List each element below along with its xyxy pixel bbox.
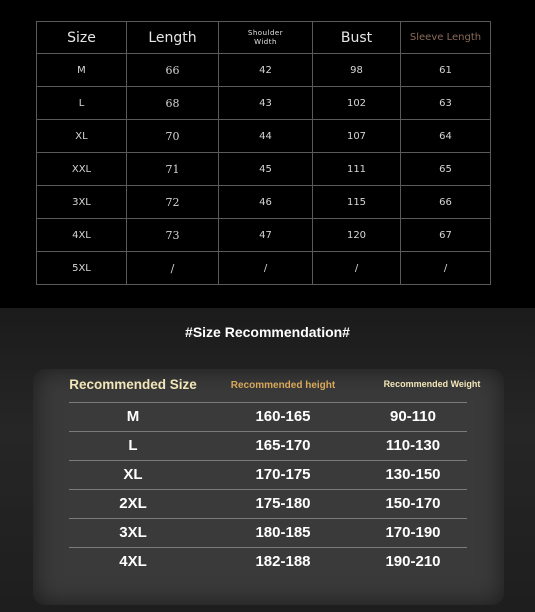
cell-length: 73 xyxy=(127,219,219,252)
table-row xyxy=(37,219,491,252)
cell-length: / xyxy=(127,252,219,285)
cell-shoulder: 44 xyxy=(219,120,313,153)
cell-sleeve: 61 xyxy=(401,54,491,87)
size-recommendation-section xyxy=(0,308,535,612)
cell-sleeve: 66 xyxy=(401,186,491,219)
cell-length: 66 xyxy=(127,54,219,87)
rec-weight: 190-210 xyxy=(385,553,441,570)
table-row xyxy=(69,518,467,548)
header-bust: Bust xyxy=(313,22,401,54)
table-row xyxy=(69,489,467,519)
table-row xyxy=(69,460,467,490)
rec-height: 170-175 xyxy=(255,466,311,483)
rec-height: 180-185 xyxy=(255,524,311,541)
cell-size: 5XL xyxy=(37,252,127,285)
header-recommended-size: Recommended Size xyxy=(69,377,197,392)
cell-length: 72 xyxy=(127,186,219,219)
cell-bust: 107 xyxy=(313,120,401,153)
cell-sleeve: 65 xyxy=(401,153,491,186)
cell-shoulder: 45 xyxy=(219,153,313,186)
cell-shoulder: 42 xyxy=(219,54,313,87)
table-row xyxy=(37,120,491,153)
rec-size: M xyxy=(126,408,140,425)
cell-bust: 111 xyxy=(313,153,401,186)
header-recommended-weight: Recommended Weight xyxy=(383,379,481,389)
cell-size: L xyxy=(37,87,127,120)
recommendation-panel xyxy=(33,369,504,605)
header-sleeve-length: Sleeve Length xyxy=(401,22,491,54)
rec-height: 165-170 xyxy=(255,437,311,454)
rec-size: XL xyxy=(123,466,143,483)
size-chart-header-row xyxy=(37,22,491,54)
recommendation-heading: #Size Recommendation# xyxy=(185,324,350,340)
cell-bust: 102 xyxy=(313,87,401,120)
cell-sleeve: 67 xyxy=(401,219,491,252)
table-row xyxy=(69,431,467,461)
cell-sleeve: / xyxy=(401,252,491,285)
cell-shoulder: 43 xyxy=(219,87,313,120)
cell-length: 71 xyxy=(127,153,219,186)
rec-weight: 130-150 xyxy=(385,466,441,483)
cell-sleeve: 63 xyxy=(401,87,491,120)
cell-size: 4XL xyxy=(37,219,127,252)
table-row xyxy=(37,54,491,87)
cell-shoulder: 46 xyxy=(219,186,313,219)
cell-length: 70 xyxy=(127,120,219,153)
rec-size: 3XL xyxy=(119,524,147,541)
cell-bust: 120 xyxy=(313,219,401,252)
table-row xyxy=(37,153,491,186)
header-recommended-height: Recommended height xyxy=(230,380,336,391)
table-row xyxy=(37,186,491,219)
header-shoulder-line1: Shoulder xyxy=(247,28,284,37)
cell-bust: 98 xyxy=(313,54,401,87)
table-row xyxy=(69,547,467,577)
table-row xyxy=(37,252,491,285)
cell-size: M xyxy=(37,54,127,87)
rec-height: 160-165 xyxy=(255,408,311,425)
rec-size: 4XL xyxy=(119,553,147,570)
rec-weight: 90-110 xyxy=(390,408,436,425)
rec-height: 175-180 xyxy=(255,495,311,512)
cell-length: 68 xyxy=(127,87,219,120)
cell-shoulder: / xyxy=(219,252,313,285)
rec-height: 182-188 xyxy=(255,553,311,570)
cell-bust: / xyxy=(313,252,401,285)
table-row xyxy=(69,402,467,432)
cell-shoulder: 47 xyxy=(219,219,313,252)
rec-weight: 110-130 xyxy=(385,437,441,454)
header-shoulder-line2: Width xyxy=(254,37,277,46)
rec-size: 2XL xyxy=(119,495,147,512)
header-shoulder-width xyxy=(219,22,313,54)
header-size: Size xyxy=(37,22,127,54)
rec-weight: 170-190 xyxy=(385,524,441,541)
header-length: Length xyxy=(127,22,219,54)
size-chart-table xyxy=(36,21,491,285)
cell-sleeve: 64 xyxy=(401,120,491,153)
cell-size: 3XL xyxy=(37,186,127,219)
cell-bust: 115 xyxy=(313,186,401,219)
table-row xyxy=(37,87,491,120)
rec-size: L xyxy=(128,437,138,454)
rec-weight: 150-170 xyxy=(385,495,441,512)
cell-size: XL xyxy=(37,120,127,153)
cell-size: XXL xyxy=(37,153,127,186)
